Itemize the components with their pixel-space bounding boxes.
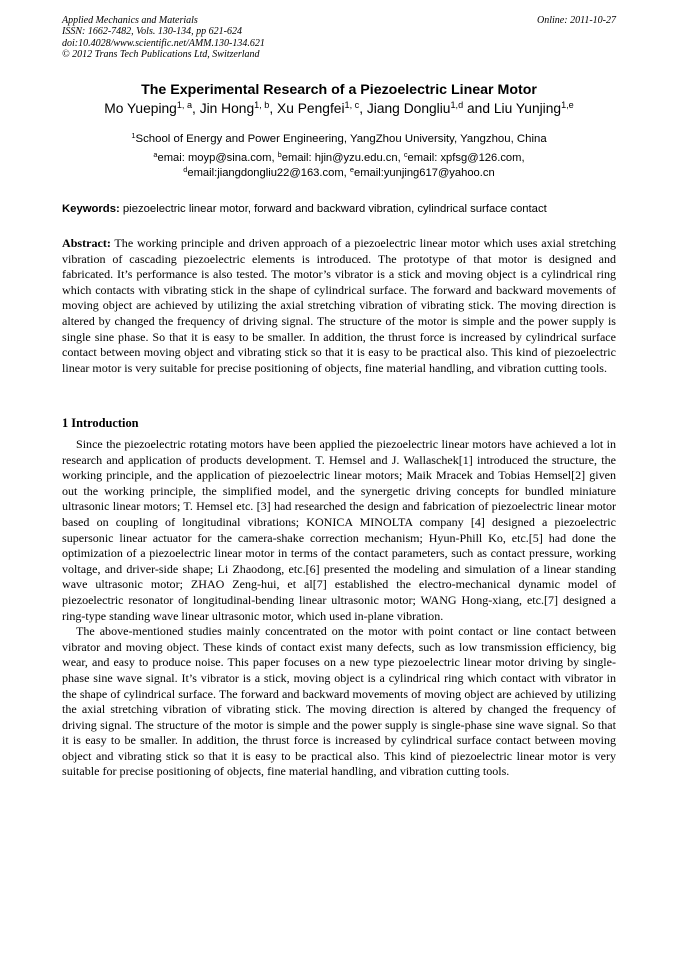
author: Jiang Dongliu$^{1,d}$ and xyxy=(366,100,494,116)
issn-line: ISSN: 1662-7482, Vols. 130-134, pp 621-624 xyxy=(62,26,242,38)
author: Liu Yunjing$^{1,e}$ xyxy=(493,100,574,116)
author: Xu Pengfei$^{1, c}$, xyxy=(277,100,367,116)
abstract-label: Abstract: xyxy=(62,236,111,250)
journal-header xyxy=(62,15,616,60)
paragraph: The above-mentioned studies mainly concentrated on the motor with point contact or line contact between vibrator and moving object. These kinds of contact exist many defects, such as low transmission efficiency, big wear, and easy to produce noise. This paper focuses on a new type piezoelectric linear motor driving by single-phase sine wave signal. It’s vibrator is a stick, moving object is a cylindrical ring which contact with vibrator in the shape of cylindrical surface. The forward and backward movements of moving object are achieved by utilizing the axial stretching vibration of vibrating stick. The moving direction is altered by changed the frequency of driving signal. The structure of the motor is simple and the power supply is single-phase sine wave signal. So that it is easy to be smaller. In addition, the thrust force is increased by cylindrical surface contact between moving object and vibrating stick so that it is easy to be practical also. This kind of piezoelectric linear motor is very suitable for precise positioning of objects, fine material handling, and vibration cutting tools. xyxy=(62,624,616,779)
affiliation: $^1$School of Energy and Power Engineering, YangZhou University, Yangzhou, China xyxy=(131,130,547,145)
email[interactable]: email: xpfsg@126.com, xyxy=(407,152,525,164)
keywords-text: piezoelectric linear motor, forward and backward vibration, cylindrical surface contact xyxy=(119,203,547,215)
online-date: Online: 2011-10-27 xyxy=(537,15,616,26)
email[interactable]: email:yunjing617@yahoo.cn xyxy=(353,167,495,179)
keywords xyxy=(62,202,622,217)
introduction-body xyxy=(62,437,616,780)
author: Mo Yueping$^{1, a}$, xyxy=(104,100,200,116)
journal-name: Applied Mechanics and Materials xyxy=(62,15,198,26)
author: Jin Hong$^{1, b}$, xyxy=(199,100,278,116)
section-heading: 1 Introduction xyxy=(62,416,139,430)
author-list xyxy=(0,100,678,118)
email-line: $^a$emai: moyp@sina.com, $^b$email: hjin@yzu.edu.cn, $^c$email: xpfsg@126.com, xyxy=(153,149,525,164)
abstract xyxy=(62,236,616,376)
email[interactable]: email: hjin@yzu.edu.cn, xyxy=(281,152,404,164)
keywords-label: Keywords: xyxy=(62,203,120,215)
author-emails xyxy=(0,151,678,181)
email[interactable]: emai: moyp@sina.com, xyxy=(157,152,278,164)
email[interactable]: email:jiangdongliu22@163.com, xyxy=(187,167,350,179)
abstract-text: The working principle and driven approach of a piezoelectric linear motor which uses axial stretching vibration of cascading piezoelectric elements is introduced. The prototype of that motor is designed and fabricated. It’s performance is also tested. The motor’s vibrator is a stick and moving object is a cylindrical ring which contacts with vibrating stick in the shape of cylindrical surface. The forward and backward movements of moving object are achieved by utilizing the axial stretching vibration of vibrating stick. The moving direction is altered by changed the frequency of driving signal. The structure of the motor is simple and the power supply is single sine phase. So that it is easy to be smaller. In addition, the thrust force is increased by cylindrical surface contact between moving object and vibrating stick so that it is easy to be practical also. This kind of piezoelectric linear motor is very suitable for precise positioning of objects, fine material handling, and vibration cutting tools. xyxy=(62,236,616,375)
copyright-line: © 2012 Trans Tech Publications Ltd, Switzerland xyxy=(62,48,260,60)
paper-title: The Experimental Research of a Piezoelectric Linear Motor xyxy=(141,82,537,98)
paragraph: Since the piezoelectric rotating motors have been applied the piezoelectric linear motors have achieved a lot in research and application of products development. T. Hemsel and J. Wallaschek[1] introduced the structure, the working principle, and the application of piezoelectric linear motors; Maik Mracek and Tobias Hemsel[2] given out the working principle, the simplified model, and the synergetic driving concepts for bundled miniature ultrasonic linear motors; T. Hemsel etc. [3] had researched the design and fabrication of piezoelectric linear motor based on coupling of longitudinal vibrations; KONICA MINOLTA company [4] designed a piezoelectric supersonic linear actuator for the camera-shake correction mechanism; Hyun-Phill Ko, etc.[5] had done the optimization of a piezoelectric linear motor in terms of the contact parameters, such as contact pressure, working voltage, and driver-side shape; Li Zhaodong, etc.[6] presented the modeling and simulation of a linear standing wave ultrasonic motor; ZHAO Zeng-hui, et al[7] established the electro-mechanical dynamic model of piezoelectric resonator of longitudinal-bending linear ultrasonic motor; WANG Hong-xiang, etc.[7] designed a ring-type standing wave linear ultrasonic motor, which used in-plane vibration. xyxy=(62,437,616,623)
doi-line: doi:10.4028/www.scientific.net/AMM.130-134.621 xyxy=(62,37,265,49)
email-line: $^d$email:jiangdongliu22@163.com, $^e$email:yunjing617@yahoo.cn xyxy=(183,164,495,179)
